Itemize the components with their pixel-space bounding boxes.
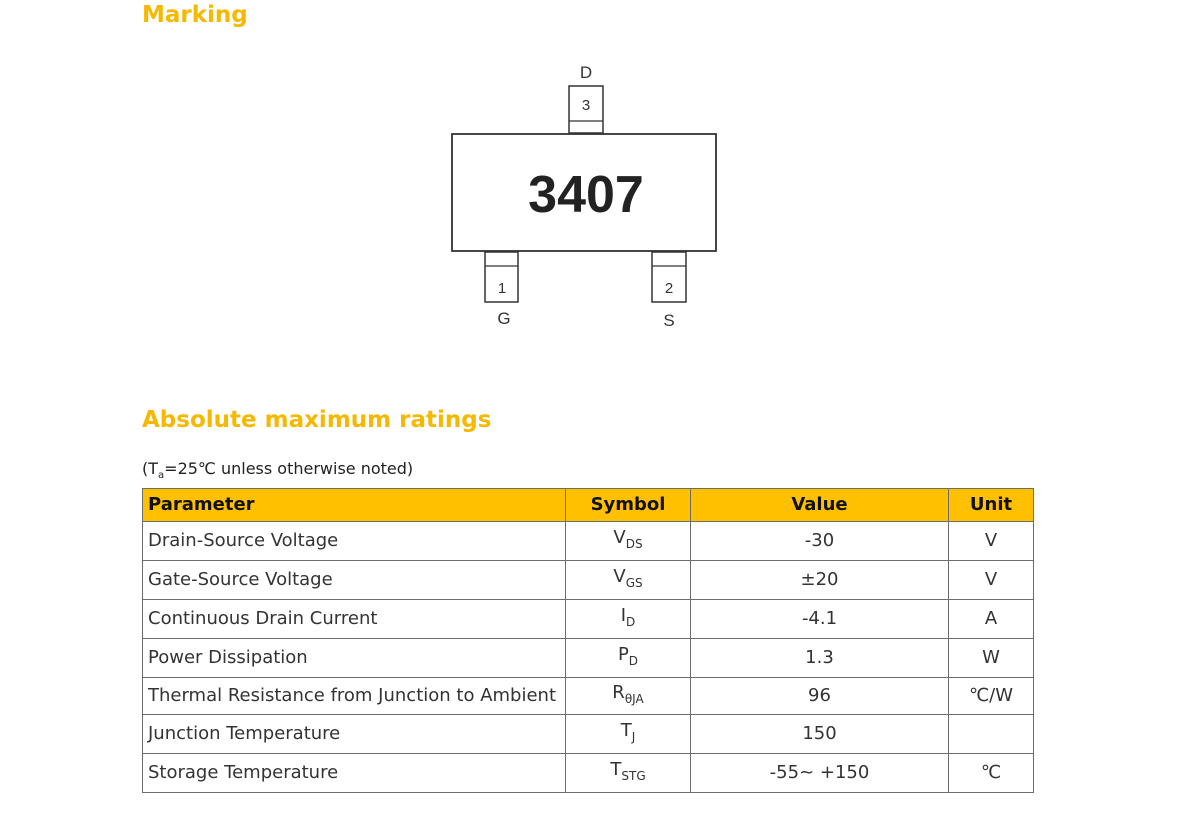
row-unit: ℃/W [949, 678, 1034, 715]
pin-2-name: S [663, 311, 675, 330]
pin-2 [652, 252, 686, 330]
table-row [143, 600, 1034, 639]
sot23-package-diagram [440, 58, 730, 338]
table-row [143, 561, 1034, 600]
symbol-main: P [617, 644, 629, 665]
row-parameter: Drain-Source Voltage [143, 522, 566, 561]
pin-1 [485, 252, 518, 328]
symbol-main: T [620, 720, 632, 741]
symbol-sub: GS [625, 576, 643, 590]
table-header-row [143, 489, 1034, 522]
note-prefix: (T [142, 459, 159, 478]
row-unit: ℃ [949, 754, 1034, 793]
row-unit [949, 715, 1034, 754]
row-symbol [566, 754, 691, 793]
table-row [143, 754, 1034, 793]
conditions-note [142, 459, 413, 481]
table-row [143, 522, 1034, 561]
row-parameter: Gate-Source Voltage [143, 561, 566, 600]
row-value: 96 [691, 678, 949, 715]
row-symbol [566, 561, 691, 600]
symbol-main: I [620, 605, 627, 626]
row-symbol [566, 522, 691, 561]
note-suffix: =25℃ unless otherwise noted) [164, 459, 414, 478]
pin-1-number: 1 [497, 280, 507, 297]
pin-3 [569, 63, 603, 133]
row-unit: V [949, 522, 1034, 561]
table-row [143, 715, 1034, 754]
marking-heading: Marking [142, 2, 248, 28]
symbol-main: R [612, 682, 625, 703]
row-parameter: Storage Temperature [143, 754, 566, 793]
pin-1-name: G [497, 309, 511, 328]
symbol-sub: D [626, 615, 636, 629]
row-parameter: Junction Temperature [143, 715, 566, 754]
pin-3-name: D [579, 63, 593, 82]
note-sub: a [158, 470, 165, 482]
row-value: ±20 [691, 561, 949, 600]
row-value: 150 [691, 715, 949, 754]
symbol-sub: θJA [624, 692, 644, 706]
header-value: Value [691, 489, 949, 522]
pin-3-number: 3 [581, 97, 591, 114]
row-parameter: Power Dissipation [143, 639, 566, 678]
ratings-heading: Absolute maximum ratings [142, 407, 492, 433]
symbol-sub: STG [621, 769, 646, 783]
row-value: -55~ +150 [691, 754, 949, 793]
marking-code: 3407 [528, 166, 644, 224]
table-row [143, 639, 1034, 678]
header-unit: Unit [949, 489, 1034, 522]
header-symbol: Symbol [566, 489, 691, 522]
row-unit: W [949, 639, 1034, 678]
row-unit: V [949, 561, 1034, 600]
ratings-table [142, 488, 1034, 793]
table-row [143, 678, 1034, 715]
symbol-main: T [610, 759, 622, 780]
symbol-sub: D [628, 654, 639, 668]
row-value: -4.1 [691, 600, 949, 639]
symbol-main: V [613, 527, 626, 548]
row-symbol [566, 715, 691, 754]
row-symbol [566, 639, 691, 678]
row-parameter: Continuous Drain Current [143, 600, 566, 639]
symbol-sub: J [631, 730, 636, 744]
header-parameter: Parameter [143, 489, 566, 522]
row-symbol [566, 600, 691, 639]
symbol-main: V [613, 566, 626, 587]
pin-2-number: 2 [664, 280, 674, 297]
symbol-sub: DS [625, 537, 643, 551]
row-value: 1.3 [691, 639, 949, 678]
row-parameter: Thermal Resistance from Junction to Ambient [143, 678, 566, 715]
row-symbol [566, 678, 691, 715]
row-unit: A [949, 600, 1034, 639]
row-value: -30 [691, 522, 949, 561]
